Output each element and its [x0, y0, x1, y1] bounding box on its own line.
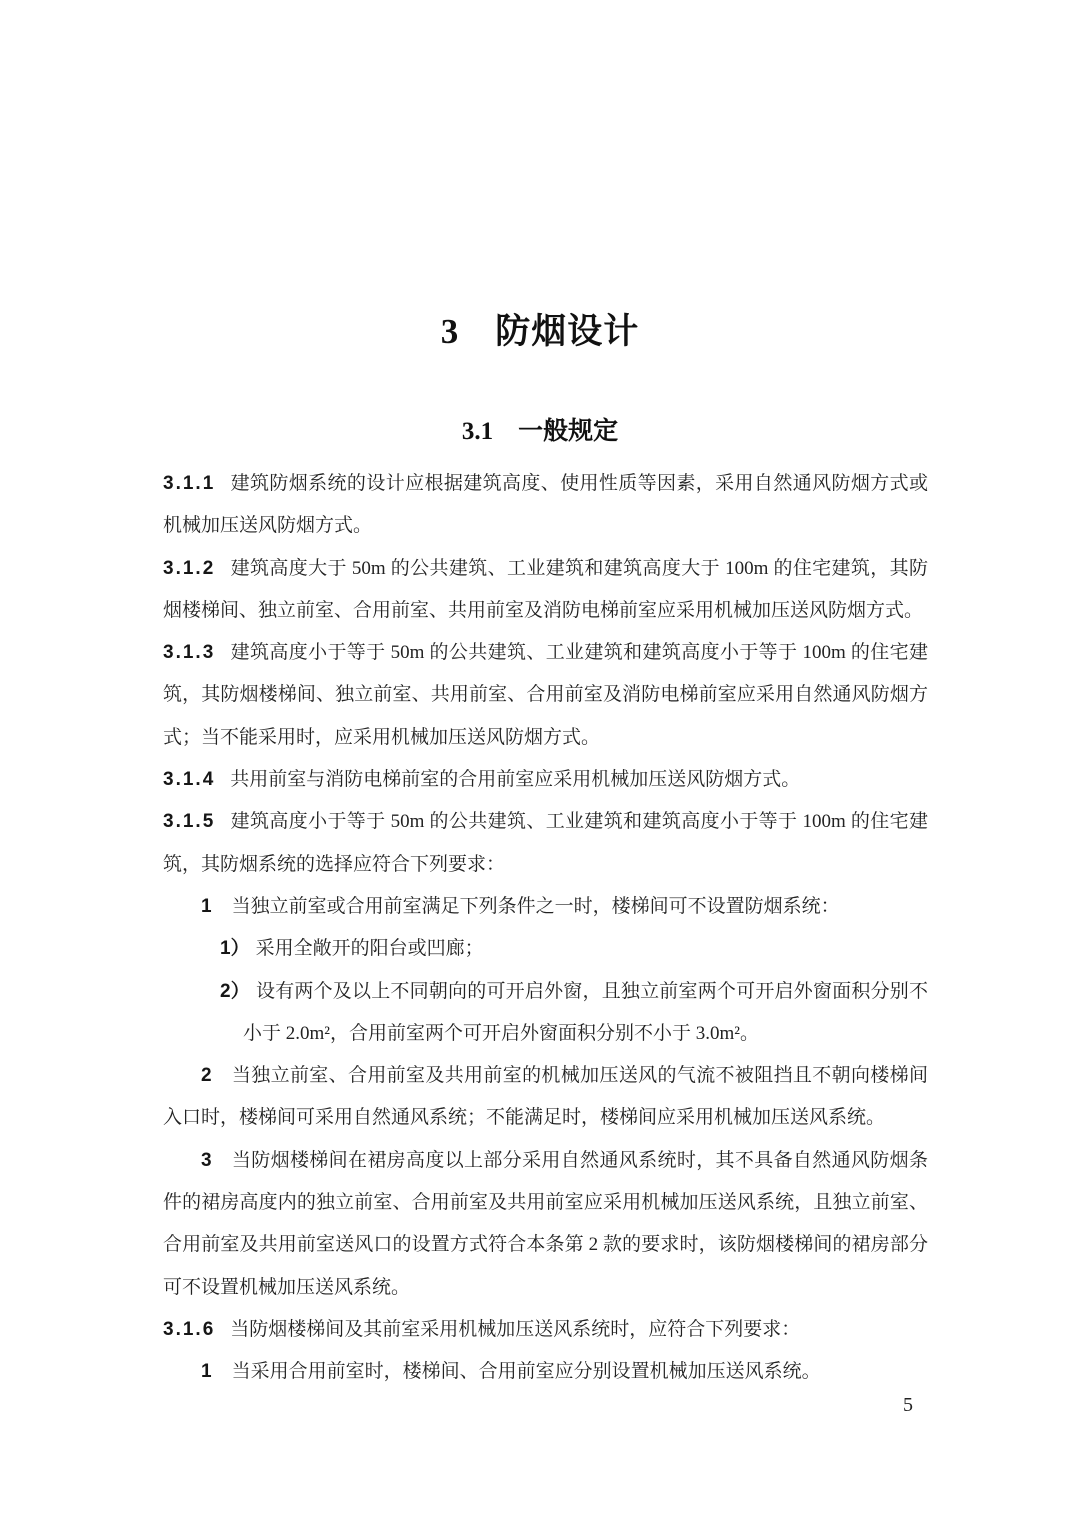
chapter-title: 3 防烟设计 — [440, 312, 640, 351]
clause-3-1-5-item-2 — [163, 1055, 928, 1140]
clause-3-1-5-item-3 — [163, 1140, 928, 1309]
clause-text: 建筑防烟系统的设计应根据建筑高度、使用性质等因素，采用自然通风防烟方式或机械加压送风防烟方式。 — [163, 473, 928, 537]
item-text: 当采用合用前室时，楼梯间、合用前室应分别设置机械加压送风系统。 — [231, 1361, 821, 1383]
clause-3-1-6 — [163, 1309, 928, 1351]
clause-number: 3.1.4 — [163, 769, 216, 791]
clause-3-1-5-item-1 — [163, 886, 928, 928]
subitem-text: 采用全敞开的阳台或凹廊； — [255, 938, 484, 960]
subitem-number: 2） — [220, 980, 250, 1002]
clause-text: 建筑高度小于等于 50m 的公共建筑、工业建筑和建筑高度小于等于 100m 的住宅建筑，其防烟楼梯间、独立前室、共用前室、合用前室及消防电梯前室应采用自然通风防烟方式；当不能采用时，应采用机械加压送风防烟方式。 — [163, 642, 928, 748]
page-number: 5 — [903, 1394, 913, 1416]
item-number: 2 — [201, 1065, 212, 1087]
clause-3-1-5-item-1-sub-2 — [163, 971, 928, 1056]
clause-3-1-5 — [163, 801, 928, 886]
clause-3-1-2 — [163, 548, 928, 633]
item-number: 3 — [201, 1149, 212, 1171]
clause-number: 3.1.1 — [163, 473, 216, 494]
clause-3-1-4 — [163, 759, 928, 801]
section-title: 3.1 一般规定 — [461, 418, 619, 445]
item-text: 当独立前室、合用前室及共用前室的机械加压送风的气流不被阻挡且不朝向楼梯间入口时，楼梯间可采用自然通风系统；不能满足时，楼梯间应采用机械加压送风系统。 — [163, 1065, 928, 1129]
clause-number: 3.1.6 — [163, 1318, 216, 1340]
item-text: 当防烟楼梯间在裙房高度以上部分采用自然通风系统时，其不具备自然通风防烟条件的裙房高度内的独立前室、合用前室及共用前室应采用机械加压送风系统，且独立前室、合用前室及共用前室送风口的设置方式符合本条第 2 款的要求时，该防烟楼梯间的裙房部分可不设置机械加压送风系统。 — [163, 1149, 928, 1298]
clause-text: 建筑高度小于等于 50m 的公共建筑、工业建筑和建筑高度小于等于 100m 的住宅建筑，其防烟系统的选择应符合下列要求： — [163, 811, 928, 875]
clause-text: 建筑高度大于 50m 的公共建筑、工业建筑和建筑高度大于 100m 的住宅建筑，其防烟楼梯间、独立前室、合用前室、共用前室及消防电梯前室应采用机械加压送风防烟方式。 — [163, 557, 928, 621]
clause-number: 3.1.5 — [163, 811, 216, 833]
clause-3-1-6-item-1 — [163, 1351, 928, 1393]
document-body — [163, 463, 928, 1394]
subitem-text: 设有两个及以上不同朝向的可开启外窗，且独立前室两个可开启外窗面积分别不小于 2.0m²，合用前室两个可开启外窗面积分别不小于 3.0m²。 — [243, 980, 928, 1044]
clause-3-1-1 — [163, 463, 928, 548]
subitem-number: 1） — [220, 938, 250, 960]
item-number: 1 — [201, 895, 212, 917]
clause-3-1-3 — [163, 632, 928, 759]
item-text: 当独立前室或合用前室满足下列条件之一时，楼梯间可不设置防烟系统： — [231, 895, 840, 917]
clause-3-1-5-item-1-sub-1 — [163, 928, 928, 970]
clause-number: 3.1.2 — [163, 557, 216, 579]
clause-text: 共用前室与消防电梯前室的合用前室应采用机械加压送风防烟方式。 — [230, 769, 801, 791]
clause-text: 当防烟楼梯间及其前室采用机械加压送风系统时，应符合下列要求： — [230, 1318, 801, 1340]
clause-number: 3.1.3 — [163, 642, 216, 664]
item-number: 1 — [201, 1361, 212, 1383]
